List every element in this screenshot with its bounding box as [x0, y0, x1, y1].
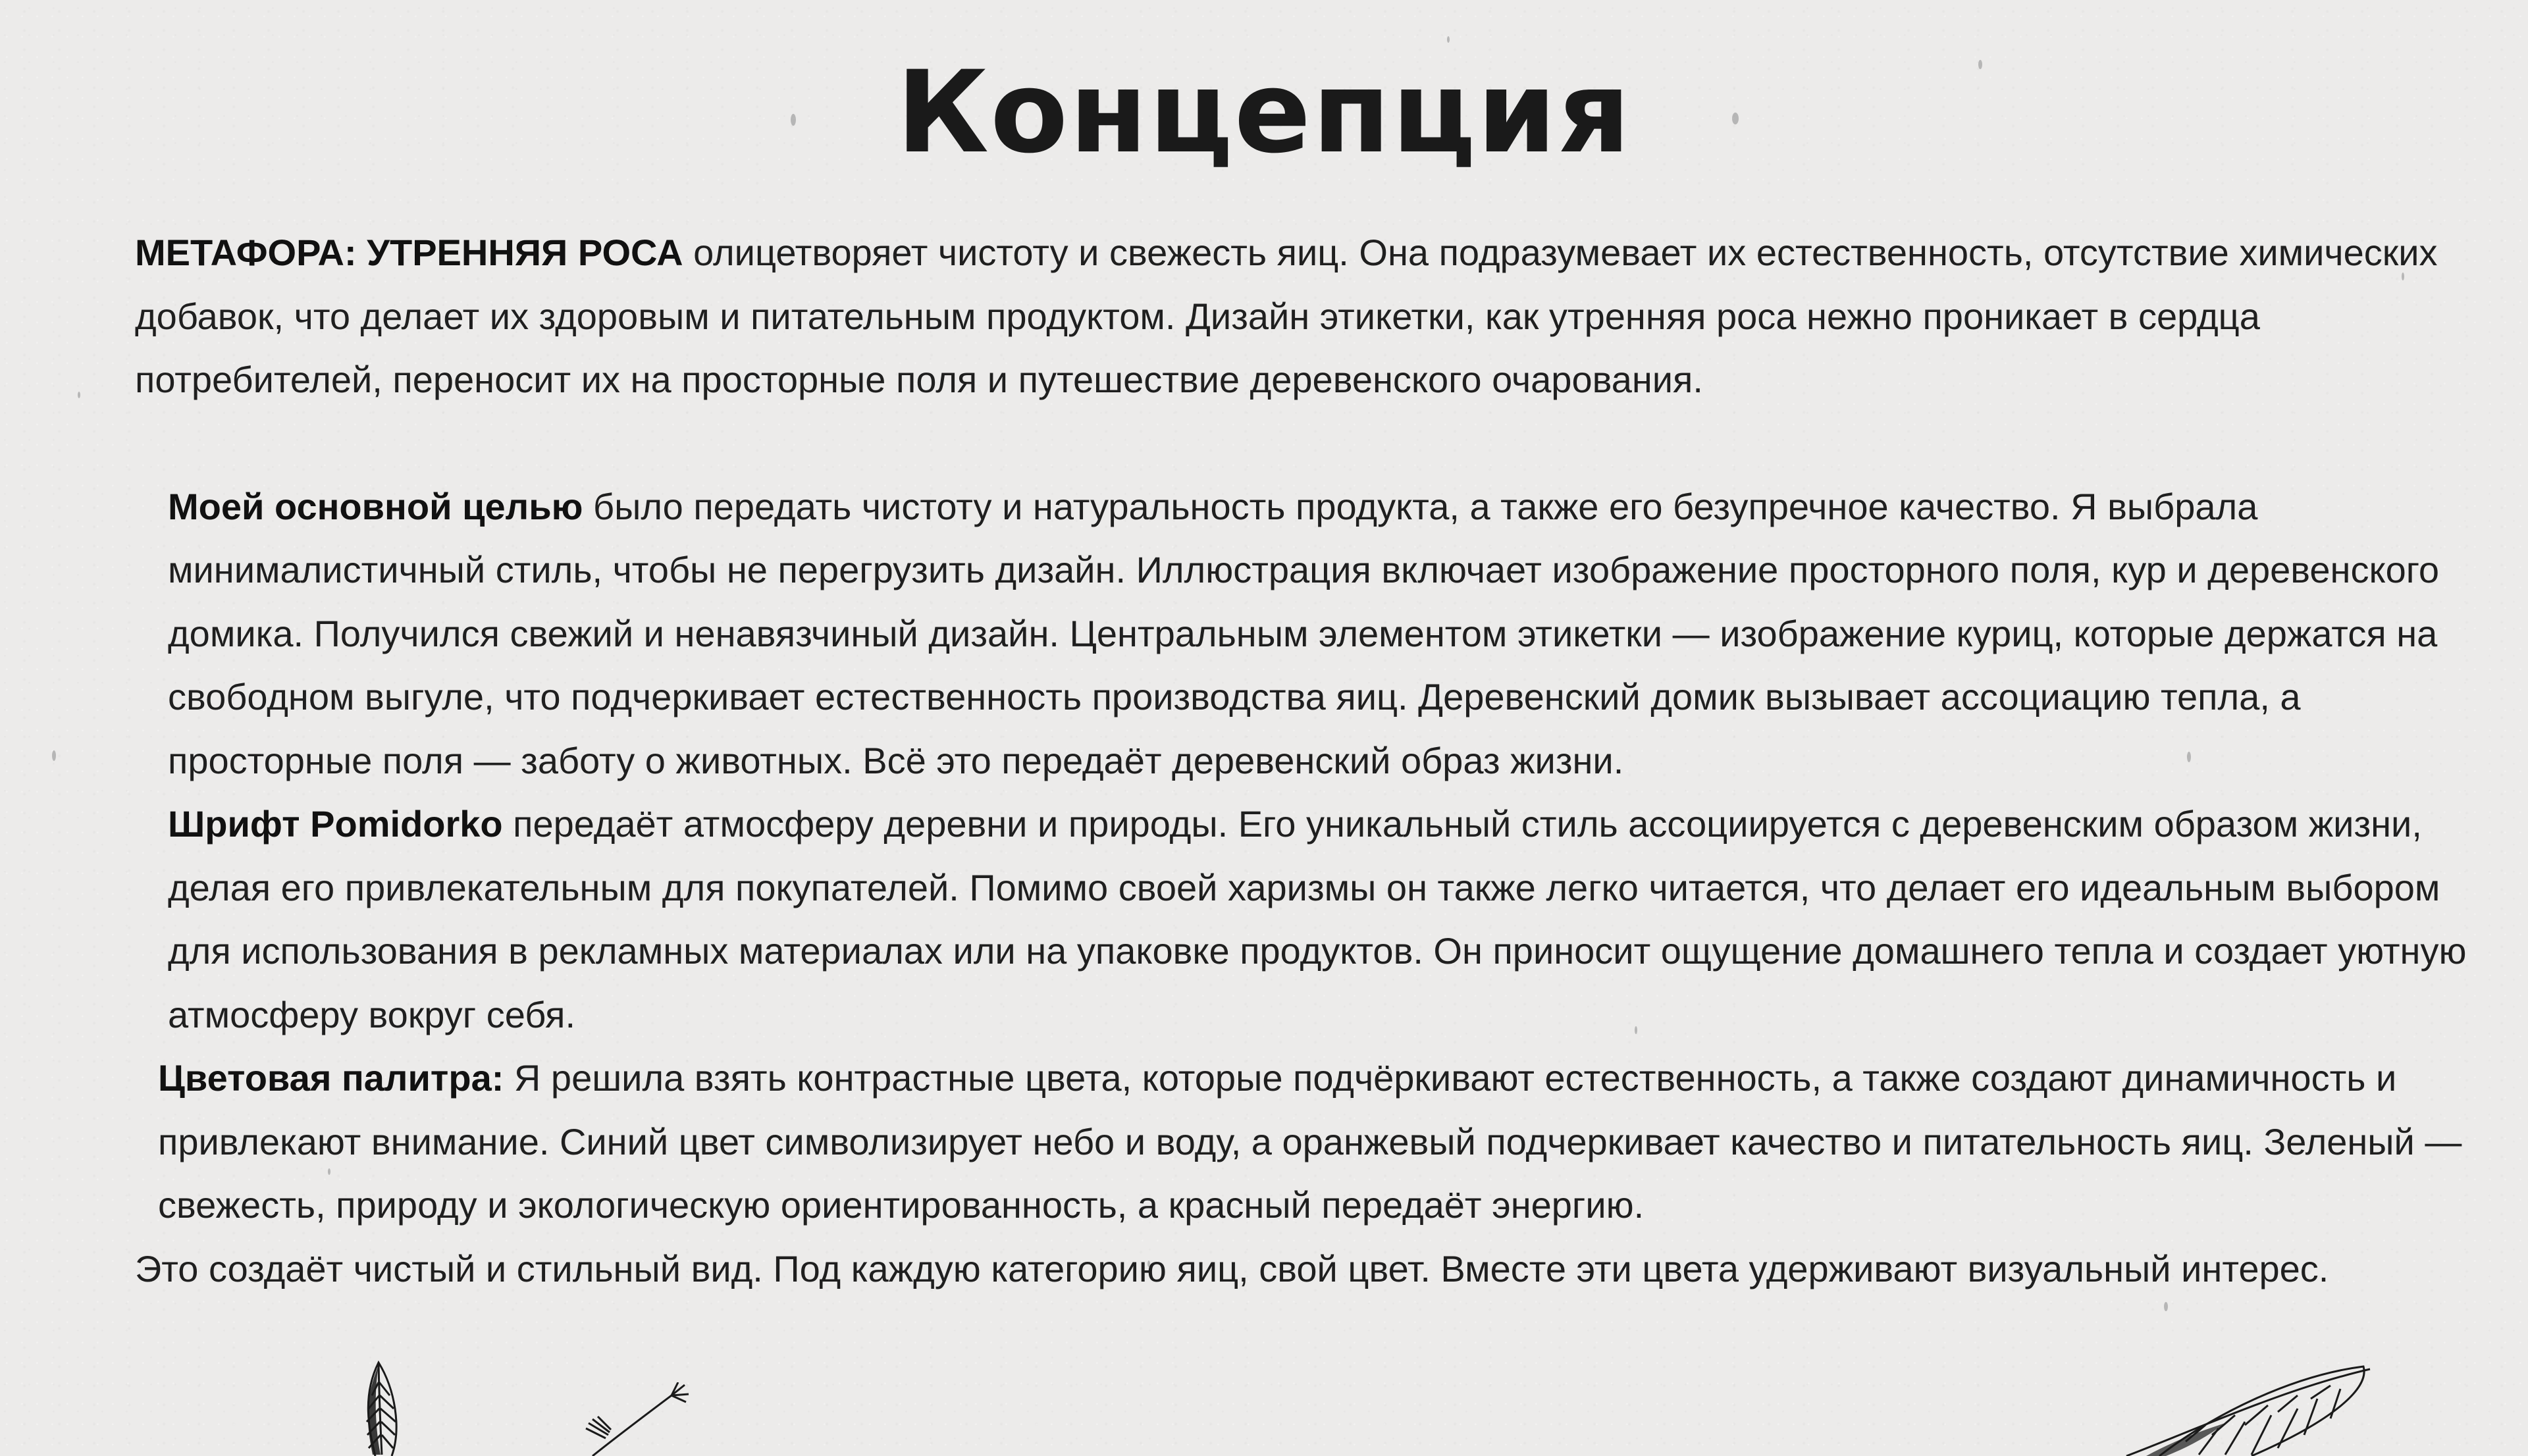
paragraph-lead: Шрифт Pomidorko: [168, 803, 503, 845]
feather-icon: [329, 1356, 434, 1456]
paragraph-palette: [135, 1047, 2479, 1237]
paragraph-body: олицетворяет чистоту и свежесть яиц. Она подразумевает их естественность, отсутствие химических добавок, что делает их здоровым и питательным продуктом. Дизайн этикетки, как утренняя роса нежно проникает в сердца потребителей, переносит их на просторные поля и путешествие деревенского очарования.: [135, 232, 2438, 400]
paragraph-body: Это создаёт чистый и стильный вид. Под каждую категорию яиц, свой цвет. Вместе эти цвета удерживают визуальный интерес.: [135, 1247, 2329, 1289]
paragraph-body: Я решила взять контрастные цвета, которые подчёркивают естественность, а также создают динамичность и привлекают внимание. Синий цвет символизирует небо и воду, а оранжевый подчеркивает качество и питательность яиц. Зеленый — свежесть, природу и экологическую ориентированность, а красный передаёт энергию.: [158, 1057, 2462, 1226]
paragraph-lead: МЕТАФОРА: УТРЕННЯЯ РОСА: [135, 232, 683, 273]
dandelion-seed-icon: [579, 1382, 691, 1456]
paragraph-font: [135, 793, 2479, 1047]
page-title: Концепция: [896, 46, 1632, 178]
feather-icon: [2120, 1363, 2377, 1456]
paragraph-palette-end: [135, 1237, 2479, 1301]
paragraph-body: передаёт атмосферу деревни и природы. Его уникальный стиль ассоциируется с деревенским образом жизни, делая его привлекательным для покупателей. Помимо своей харизмы он также легко читается, что делает его идеальным выбором для использования в рекламных материалах или на упаковке продуктов. Он приносит ощущение домашнего тепла и создает уютную атмосферу вокруг себя.: [168, 803, 2467, 1035]
paragraph-body: было передать чистоту и натуральность продукта, а также его безупречное качество. Я выбрала минималистичный стиль, чтобы не перегрузить дизайн. Иллюстрация включает изображение просторного поля, кур и деревенского домика. Получился свежий и ненавязчиный дизайн. Центральным элементом этикетки — изображение куриц, которые держатся на свободном выгуле, что подчеркивает естественность производства яиц. Деревенский домик вызывает ассоциацию тепла, а просторные поля — заботу о животных. Всё это передаёт деревенский образ жизни.: [168, 485, 2440, 781]
concept-text: [135, 221, 2479, 1301]
paragraph-metaphor: [135, 221, 2479, 412]
paragraph-lead: Моей основной целью: [168, 485, 583, 527]
paragraph-goal: [135, 475, 2479, 793]
paragraph-lead: Цветовая палитра:: [158, 1057, 504, 1099]
